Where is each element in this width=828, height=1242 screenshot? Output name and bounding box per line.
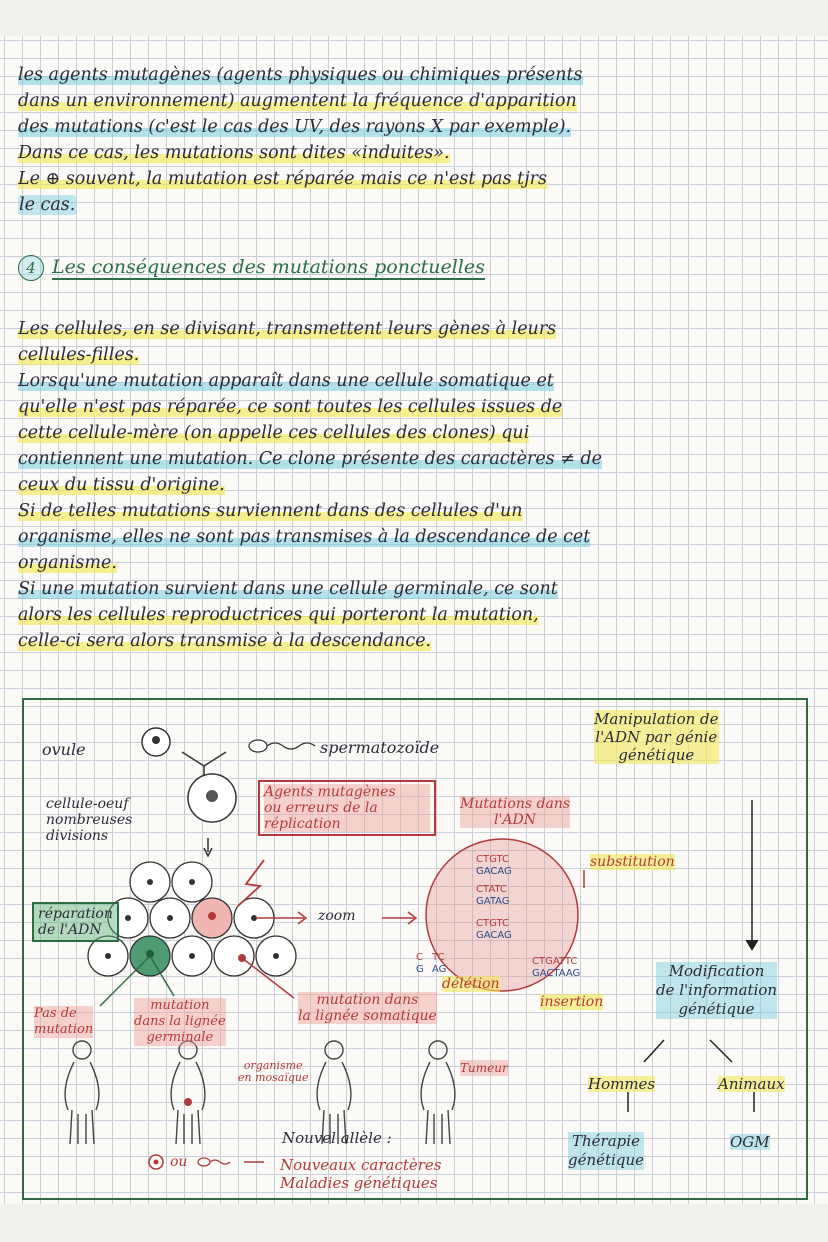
svg-text:C: C <box>416 952 423 963</box>
text-line: celle-ci sera alors transmise à la descendance. <box>18 631 432 651</box>
sperm-label: spermatozoïde <box>320 738 440 757</box>
svg-text:TC: TC <box>432 952 445 963</box>
sperm-shape <box>249 740 267 752</box>
text-line: Dans ce cas, les mutations sont dites «induites». <box>18 143 450 163</box>
mutagen-agents-box: Agents mutagènes ou erreurs de la réplication <box>258 780 436 836</box>
svg-text:GACTAAG: GACTAAG <box>532 968 581 979</box>
svg-text:G: G <box>416 964 424 975</box>
text-line: organisme, elles ne sont pas transmises à la descendance de cet <box>18 527 591 547</box>
dna-mutations-label: Mutations dans l'ADN <box>460 796 571 828</box>
deletion-label: délétion <box>442 976 500 992</box>
text-line: le cas. <box>19 195 76 215</box>
gene-therapy-label: Thérapie génétique <box>568 1132 644 1169</box>
humans-label: Hommes <box>588 1075 656 1093</box>
gmo-label: OGM <box>730 1133 770 1151</box>
dna-repair-box: réparation de l'ADN <box>32 902 119 942</box>
diagram-drawing <box>24 700 806 1198</box>
text-line: Si de telles mutations surviennent dans des cellules d'un <box>18 501 523 521</box>
information-modification-label: Modification de l'information génétique <box>656 962 778 1018</box>
consequences-label: Nouveaux caractères Maladies génétiques <box>280 1156 442 1192</box>
text-line: contiennent une mutation. Ce clone présente des caractères ≠ de <box>18 449 603 469</box>
zoom-label: zoom <box>318 908 356 924</box>
svg-text:CTGATTC: CTGATTC <box>532 956 578 967</box>
text-line: Lorsqu'une mutation apparaît dans une cellule somatique et <box>18 371 554 391</box>
text-line: Les cellules, en se divisant, transmettent leurs gènes à leurs <box>18 319 557 339</box>
germline-mutation-label: mutation dans la lignée germinale <box>134 998 226 1045</box>
mutation-diagram <box>22 698 808 1200</box>
text-line: des mutations (c'est le cas des UV, des rayons X par exemple). <box>18 117 572 137</box>
egg-cell-label: cellule-oeuf nombreuses divisions <box>46 796 133 844</box>
section-number: 4 <box>18 255 44 281</box>
substitution-label: substitution <box>590 854 675 870</box>
text-line: les agents mutagènes (agents physiques ou chimiques présents <box>18 65 583 85</box>
no-mutation-label: Pas de mutation <box>34 1006 94 1037</box>
genetic-engineering-label: Manipulation de l'ADN par génie génétique <box>594 710 719 764</box>
svg-text:GACAG: GACAG <box>476 866 512 877</box>
text-line: Le ⊕ souvent, la mutation est réparée mais ce n'est pas tjrs <box>18 169 547 189</box>
text-line: dans un environnement) augmentent la fréquence d'apparition <box>18 91 577 111</box>
text-line: Si une mutation survient dans une cellule germinale, ce sont <box>18 579 558 599</box>
insertion-label: insertion <box>540 994 604 1010</box>
or-label: ou <box>170 1154 188 1170</box>
text-line: organisme. <box>18 553 117 573</box>
svg-text:CTGTC: CTGTC <box>476 854 509 865</box>
text-line: cellules-filles. <box>18 345 140 365</box>
svg-text:AG: AG <box>432 964 447 975</box>
paragraph-mutagens <box>18 62 818 218</box>
svg-text:GATAG: GATAG <box>476 896 510 907</box>
ovule-label: ovule <box>42 740 86 759</box>
svg-text:GACAG: GACAG <box>476 930 512 941</box>
animals-label: Animaux <box>718 1075 785 1093</box>
mosaic-organism-label: organisme en mosaïque <box>238 1059 309 1084</box>
text-line: ceux du tissu d'origine. <box>18 475 225 495</box>
human-figures <box>65 1041 455 1147</box>
text-line: qu'elle n'est pas réparée, ce sont toutes les cellules issues de <box>18 397 563 417</box>
section-heading <box>18 255 658 289</box>
paragraph-consequences <box>18 316 818 654</box>
section-title: Les conséquences des mutations ponctuelles <box>52 256 485 278</box>
svg-text:CTATC: CTATC <box>476 884 507 895</box>
text-line: alors les cellules reproductrices qui porteront la mutation, <box>18 605 539 625</box>
tumor-label: Tumeur <box>460 1061 508 1075</box>
text-line: cette cellule-mère (on appelle ces cellules des clones) qui <box>18 423 530 443</box>
somatic-mutation-label: mutation dans la lignée somatique <box>298 992 437 1024</box>
svg-text:CTGTC: CTGTC <box>476 918 509 929</box>
new-allele-label: Nouvel allèle : <box>282 1129 392 1147</box>
